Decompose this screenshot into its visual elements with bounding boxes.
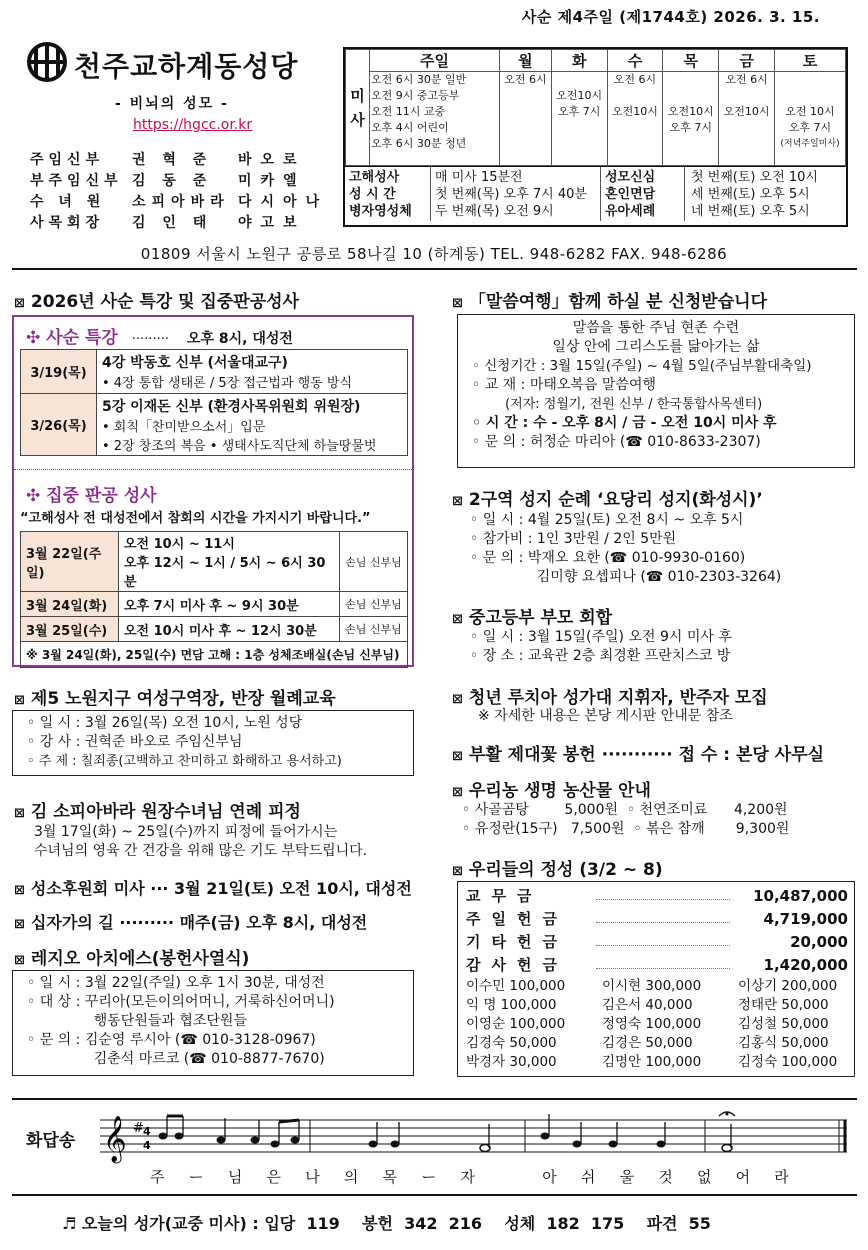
psalm-lyrics: 주 ー 님 은 나 의 목 ー 자 아 쉬 울 것 없 어 라 <box>150 1168 790 1186</box>
mass-label: 미사 <box>346 50 370 166</box>
church-logo-icon <box>26 42 68 82</box>
address-line: 01809 서울시 노원구 공릉로 58나길 10 (하계동) TEL. 948-6282 FAX. 948-6286 <box>140 245 728 263</box>
parents-text: ◦ 일 시 : 3월 15일(주일) 오전 9시 미사 후 ◦ 장 소 : 교육관 2층 최경환 프란치스코 방 <box>470 629 732 664</box>
offering-title: ⊠ 우리들의 정성 (3/2 ~ 8) <box>452 860 663 880</box>
flower-title: ⊠ 부활 제대꽃 봉헌 ··········· 접 수 : 본당 사무실 <box>452 745 824 765</box>
donor-list: 이수민 100,000 이시현 300,000 이상기 200,000 익 명 100,000 김은서 40,000 정태란 50,000 이영순 100,000 정영숙 100,000 김성철 50,000 김경숙 50,000 김경은 50,000 김홍식 50,000 박경자 30,000 김명안 100,000 김정숙 100,000 <box>466 978 838 1070</box>
issue-header: 사순 제4주일 (제1744호) 2026. 3. 15. <box>521 8 820 26</box>
staff-list: 주임신부 권 혁 준 바오로 부주임신부 김 동 준 미카엘 수 녀 원 소피아바라 다시아나 사목회장 김 인 태 야고보 <box>30 152 329 231</box>
legio-box: ◦ 일 시 : 3월 22일(주일) 오후 1시 30분, 대성전 ◦ 대 상 : 꾸리아(모든이의어머니, 거룩하신어머니) 행동단원들과 협조단원들 ◦ 문 의 : 김순영 루시아 (☎ 010-3128-0967) 김춘석 마르코 (☎ 010-8877-7670) <box>12 970 414 1076</box>
women-section-title: ⊠ 제5 노원지구 여성구역장, 반장 월례교육 <box>14 689 336 709</box>
svg-text:4: 4 <box>143 1125 151 1138</box>
svg-text:#: # <box>133 1121 144 1136</box>
divider <box>12 268 857 270</box>
svg-text:𝄞: 𝄞 <box>103 1116 127 1162</box>
legio-title: ⊠ 레지오 아치에스(봉헌사열식) <box>14 949 250 969</box>
lent-box: ✣ 사순 특강 ········· 오후 8시, 대성전 3/19(목) 4강 박동호 신부 (서울대교구) • 4장 통합 생태론 / 5장 접근법과 행동 방식 3/26(목) 5강 이재돈 신부 (환경사목위원회 위원장) • 회칙「찬미받으소서」입문 • 2장 창조의 복음 • 생태사도직단체 하늘땅물벗 ✣ 집중 판공 성사 “고해성사 전 대성전에서 참회의 시간을 가지시기 바랍니다.” 3월 22일(주일) 오전 10시 ~ 11시 오후 12시 ~ 1시 / 5시 ~ 6시 30분 손님 신부님 3월 24일(화) 오후 7시 미사 후 ~ 9시 30분 손님 신부님 3월 25일(수) 오전 10시 미사 후 ~ 12시 30분 손님 신부님 ※ 3월 24일(화), 25일(수) 면담 고해 : 1층 성체조배실(손님 신부님) <box>12 315 414 667</box>
word-box: 말씀을 통한 주님 현존 수련 일상 안에 그리스도를 닮아가는 삶 ◦ 신청기간 : 3월 15일(주일) ~ 4월 5일(주님부활대축일) ◦ 교 재 : 마태오복음 말씀여행 (저자: 정월기, 전원 신부 / 한국통합사목센터) ◦ 시 간 : 수 - 오후 8시 / 금 - 오전 10시 미사 후 ◦ 문 의 : 허정순 마리아 (☎ 010-8633-2307) <box>457 314 855 468</box>
women-box: ◦ 일 시 : 3월 26일(목) 오전 10시, 노원 성당 ◦ 강 사 : 권혁준 바오로 주임신부님 ◦ 주 제 : 칠죄종(고백하고 찬미하고 화해하고 용서하고) <box>12 710 414 776</box>
sister-section-title: ⊠ 김 소피아바라 원장수녀님 연례 피정 <box>14 802 301 822</box>
lent-section-title: ⊠ 2026년 사순 특강 및 집중판공성사 <box>14 292 299 312</box>
sacred-title: ⊠ 성소후원회 미사 ··· 3월 21일(토) 오전 10시, 대성전 <box>14 879 412 898</box>
parents-title: ⊠ 중고등부 부모 회합 <box>452 608 613 628</box>
sister-text: 3월 17일(화) ~ 25일(수)까지 피정에 들어가시는 수녀님의 영육 간 건강을 위해 많은 기도 부탁드립니다. <box>34 824 368 859</box>
farm-list: ◦ 사골곰탕 5,000원 ◦ 천연조미료 4,200원 ◦ 유정란(15구) 7,500원 ◦ 볶은 참깨 9,300원 <box>462 802 790 837</box>
choir-title: ⊠ 청년 루치아 성가대 지휘자, 반주자 모집 <box>452 688 768 708</box>
church-subtitle: - 비뇌의 성모 - <box>115 96 229 112</box>
church-url-link[interactable]: https://hgcc.or.kr <box>133 117 253 133</box>
today-hymns: ♬ 오늘의 성가(교중 미사) : 입당 119 봉헌 342 216 성체 182 175 파견 55 <box>62 1214 711 1233</box>
offering-box: 교무금 10,487,000 주일헌금 4,719,000 기타헌금 20,000 감사헌금 1,420,000 이수민 100,000 이시현 300,000 이상기 200,000 익 명 100,000 김은서 40,000 정태란 50,000 이영순 100,000 정영숙 100,000 김성철 50,000 김경숙 50,000 김경은 50,000 김홍식 50,000 박경자 30,000 김명안 100,000 김정숙 100,000 <box>457 881 855 1077</box>
word-title: ⊠ 「말씀여행」함께 하실 분 신청받습니다 <box>452 292 767 312</box>
psalm-label: 화답송 <box>26 1131 76 1151</box>
confession-label: 고해성사 성 시 간 병자영성체 <box>345 167 431 221</box>
mass-schedule-table: 미사 주일 월 화 수 목 금 토 오전 6시 30분 일반 오전 9시 중고등부 오전 11시 교중 오후 4시 어린이 오후 6시 30분 청년 오전 6시 오전10시 오후 7시 오전 6시 오전10시 오전10시 오후 7시 오전 6시 오전10시 오전 10시 오후 7시 (저녁주일미사) 고해성사 성 시 간 병자영성체 매 미사 15분전 첫 번째(목) 오후 7시 40분 두 번째(목) 오전 9시 성모신심 혼인면담 유아세례 첫 번째(토) 오전 10시 세 번째(토) 오후 5시 네 번째(토) 오후 5시 <box>343 47 848 227</box>
svg-text:4: 4 <box>143 1139 151 1152</box>
farm-title: ⊠ 우리농 생명 농산물 안내 <box>452 781 651 801</box>
cross-title: ⊠ 십자가의 길 ········· 매주(금) 오후 8시, 대성전 <box>14 913 368 932</box>
pilgrim-title: ⊠ 2구역 성지 순례 ‘요당리 성지(화성시)’ <box>452 490 763 510</box>
choir-text: ※ 자세한 내용은 본당 게시판 안내문 참조 <box>478 708 733 724</box>
pilgrim-text: ◦ 일 시 : 4월 25일(토) 오전 8시 ~ 오후 5시 ◦ 참가비 : 1인 3만원 / 2인 5만원 ◦ 문 의 : 박재오 요한 (☎ 010-9930-0160) 김미향 요셉피나 (☎ 010-2303-3264) <box>470 512 782 585</box>
church-name: 천주교하계동성당 <box>74 50 299 83</box>
